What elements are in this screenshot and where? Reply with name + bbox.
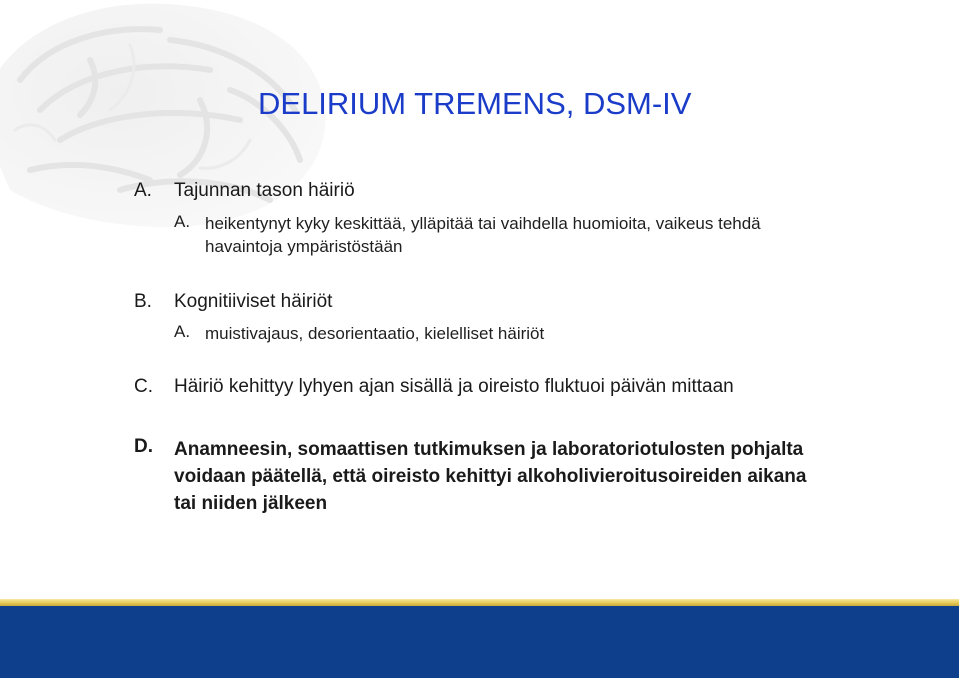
list-item-letter: A. bbox=[134, 180, 152, 201]
list-item-text: Tajunnan tason häiriö bbox=[174, 180, 355, 201]
footer-bar bbox=[0, 606, 959, 678]
list-item-line-2: voidaan päätellä, että oireisto kehittyi alkoholivieroitusoireiden aikana bbox=[174, 466, 807, 487]
list-item-a bbox=[134, 180, 534, 204]
page-title: DELIRIUM TREMENS, DSM-IV bbox=[258, 86, 692, 121]
sub-item-line-1: heikentynyt kyky keskittää, ylläpitää tai vaihdella huomioita, vaikeus tehdä bbox=[205, 214, 761, 233]
list-item-b bbox=[134, 291, 534, 315]
list-item-c bbox=[134, 376, 934, 400]
sub-item-letter: A. bbox=[174, 322, 191, 341]
list-item-text: Kognitiiviset häiriöt bbox=[174, 291, 333, 312]
list-item-d bbox=[134, 436, 934, 520]
sub-item-letter: A. bbox=[174, 212, 191, 231]
list-item-letter: C. bbox=[134, 376, 153, 397]
sub-item-line-2: havaintoja ympäristöstään bbox=[205, 237, 403, 256]
sub-item-line-1: muistivajaus, desorientaatio, kielelliset häiriöt bbox=[205, 324, 545, 343]
footer-accent-line bbox=[0, 599, 959, 606]
sub-item-b bbox=[174, 322, 914, 346]
list-item-line-3: tai niiden jälkeen bbox=[174, 493, 328, 514]
list-item-text: Häiriö kehittyy lyhyen ajan sisällä ja oireisto fluktuoi päivän mittaan bbox=[174, 376, 734, 397]
sub-item-a bbox=[174, 212, 914, 260]
list-item-line-1: Anamneesin, somaattisen tutkimuksen ja laboratoriotulosten pohjalta bbox=[174, 439, 804, 460]
list-item-letter: B. bbox=[134, 291, 152, 312]
list-item-letter: D. bbox=[134, 436, 153, 457]
